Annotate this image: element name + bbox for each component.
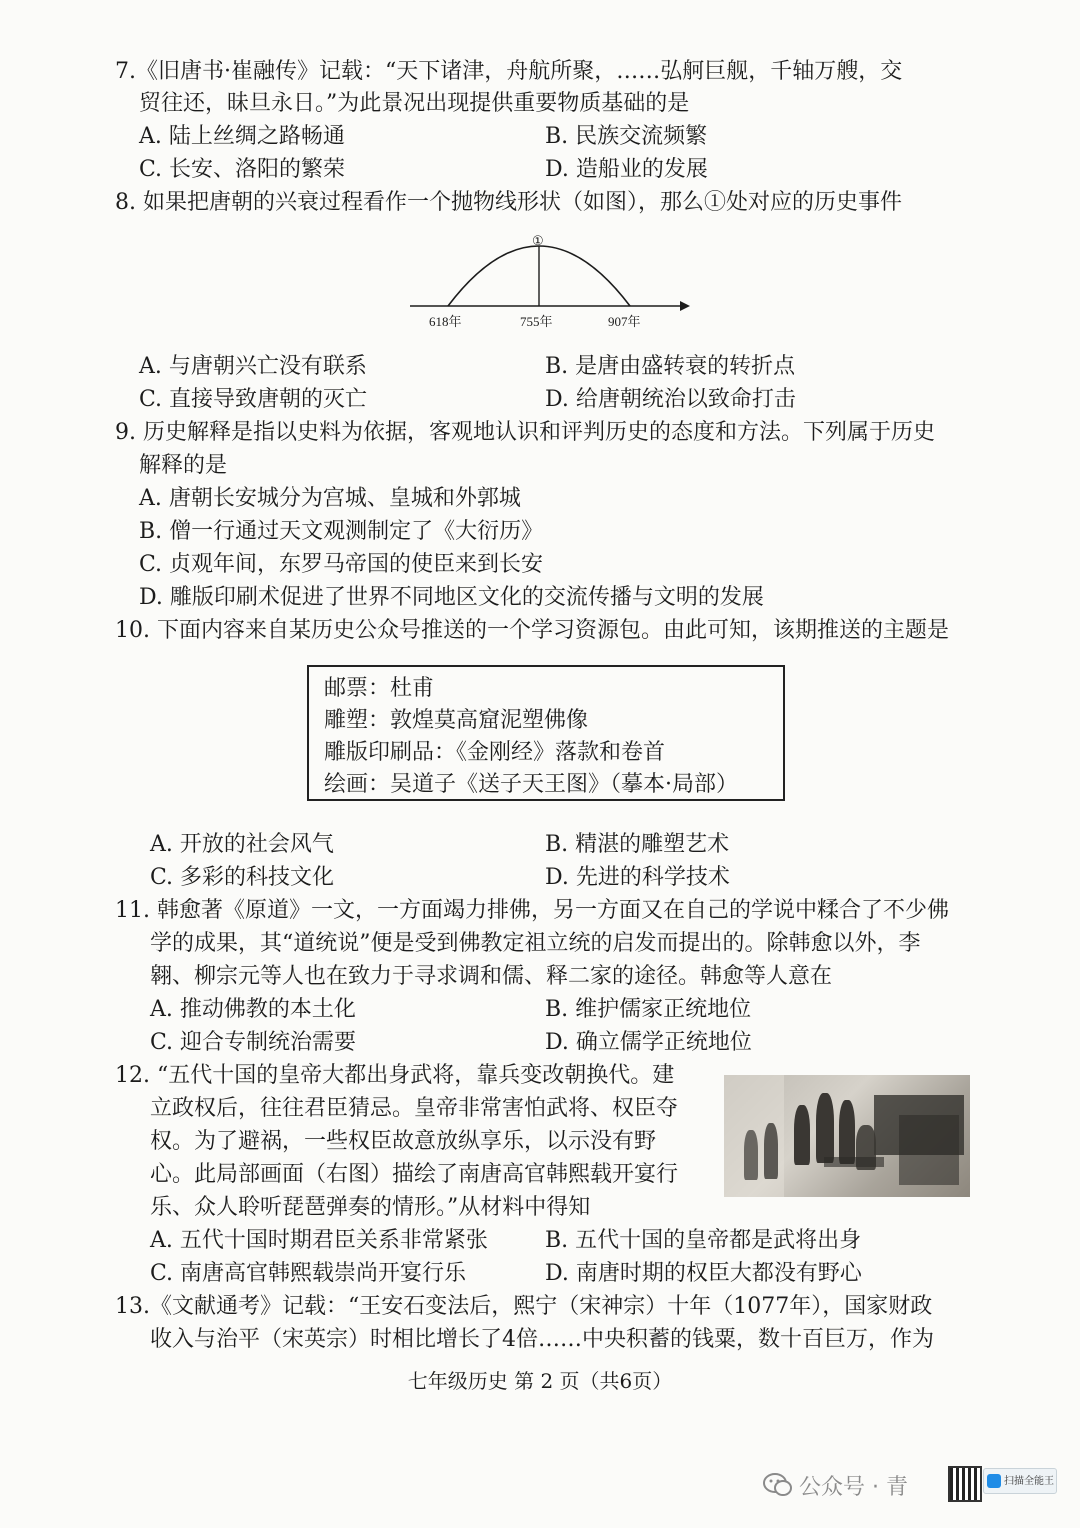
q8-option-c: C. 直接导致唐朝的灭亡 [139,387,368,412]
q9-option-b: B. 僧一行通过天文观测制定了《大衍历》 [139,519,544,544]
q7-option-b: B. 民族交流频繁 [545,124,708,149]
q12-option-a: A. 五代十国时期君臣关系非常紧张 [150,1228,488,1253]
q7-option-d: D. 造船业的发展 [545,157,708,182]
q10-option-b: B. 精湛的雕塑艺术 [545,832,730,857]
q11-stem-line2: 学的成果，其“道统说”便是受到佛教定祖立统的启发而提出的。除韩愈以外，李 [150,931,921,956]
q8-stem-line1: 8. 如果把唐朝的兴衰过程看作一个抛物线形状（如图），那么①处对应的历史事件 [115,190,902,215]
q10-stem-line1: 10. 下面内容来自某历史公众号推送的一个学习资源包。由此可知，该期推送的主题是 [115,618,949,643]
page-footer: 七年级历史 第 2 页（共6页） [407,1369,673,1393]
q7-option-a: A. 陆上丝绸之路畅通 [139,124,345,149]
q12-stem-line1: 12. “五代十国的皇帝大都出身武将，靠兵变改朝换代。建 [115,1063,675,1088]
scanner-app-icon [987,1474,1001,1488]
figure-tick-755: 755年 [520,314,553,329]
scanner-app-label: 扫描全能王 [1004,1476,1054,1487]
q11-stem-line1: 11. 韩愈著《原道》一文，一方面竭力排佛，另一方面又在自己的学说中糅合了不少佛 [115,898,949,923]
qr-code-icon [948,1466,982,1502]
scanner-app-badge [983,1468,1057,1494]
q11-option-b: B. 维护儒家正统地位 [545,997,752,1022]
han-xizai-painting-image [724,1075,970,1197]
q7-option-c: C. 长安、洛阳的繁荣 [139,157,346,182]
q11-option-d: D. 确立儒学正统地位 [545,1030,752,1055]
box-item-printing: 雕版印刷品：《金刚经》落款和卷首 [324,740,666,765]
tang-parabola-figure [405,230,695,335]
figure-peak-label: ① [532,233,544,248]
q13-stem-line2: 收入与治平（宋英宗）时相比增长了4倍……中央积蓄的钱粟，数十百巨万，作为 [150,1327,934,1352]
q7-stem-line1: 7.《旧唐书·崔融传》记载：“天下诸津，舟航所聚，……弘舸巨舰，千轴万艘，交 [115,59,903,84]
q12-option-b: B. 五代十国的皇帝都是武将出身 [545,1228,862,1253]
figure-axis-arrow [680,301,690,311]
q10-option-c: C. 多彩的科技文化 [150,865,335,890]
q9-option-d: D. 雕版印刷术促进了世界不同地区文化的交流传播与文明的发展 [139,585,764,610]
q7-stem-line2: 贸往还，昧旦永日。”为此景况出现提供重要物质基础的是 [139,91,690,116]
q12-stem-line5: 乐、众人聆听琵琶弹奏的情形。”从材料中得知 [150,1195,591,1220]
q9-option-a: A. 唐朝长安城分为宫城、皇城和外郭城 [139,486,521,511]
figure-tick-907: 907年 [608,314,641,329]
q8-option-b: B. 是唐由盛转衰的转折点 [545,354,796,379]
q13-stem-line1: 13.《文献通考》记载：“王安石变法后，熙宁（宋神宗）十年（1077年），国家财政 [115,1294,933,1319]
q9-stem-line2: 解释的是 [139,453,228,478]
q9-option-c: C. 贞观年间，东罗马帝国的使臣来到长安 [139,552,544,577]
watermark-text: 公众号 · 青 [799,1475,908,1500]
q8-option-a: A. 与唐朝兴亡没有联系 [139,354,367,379]
resource-pack-box [307,665,785,801]
q12-option-d: D. 南唐时期的权臣大都没有野心 [545,1261,862,1286]
q11-stem-line3: 翱、柳宗元等人也在致力于寻求调和儒、释二家的途径。韩愈等人意在 [150,964,833,989]
wechat-watermark [763,1466,1063,1506]
q9-stem-line1: 9. 历史解释是指以史料为依据，客观地认识和评判历史的态度和方法。下列属于历史 [115,420,935,445]
q12-stem-line3: 权。为了避祸，一些权臣故意放纵享乐，以示没有野 [150,1129,657,1154]
q11-option-a: A. 推动佛教的本土化 [150,997,356,1022]
box-item-stamp: 邮票：杜甫 [324,676,435,701]
q12-stem-line2: 立政权后，往往君臣猜忌。皇帝非常害怕武将、权臣夺 [150,1096,679,1121]
q11-option-c: C. 迎合专制统治需要 [150,1030,357,1055]
q10-option-d: D. 先进的科学技术 [545,865,730,890]
q8-option-d: D. 给唐朝统治以致命打击 [545,387,796,412]
box-item-painting: 绘画：吴道子《送子天王图》（摹本·局部） [324,772,738,797]
box-item-sculpture: 雕塑：敦煌莫高窟泥塑佛像 [324,708,589,733]
q12-option-c: C. 南唐高官韩熙载崇尚开宴行乐 [150,1261,467,1286]
q10-option-a: A. 开放的社会风气 [150,832,334,857]
wechat-icon [763,1472,793,1498]
figure-tick-618: 618年 [429,314,462,329]
q12-stem-line4: 心。此局部画面（右图）描绘了南唐高官韩熙载开宴行 [150,1162,679,1187]
